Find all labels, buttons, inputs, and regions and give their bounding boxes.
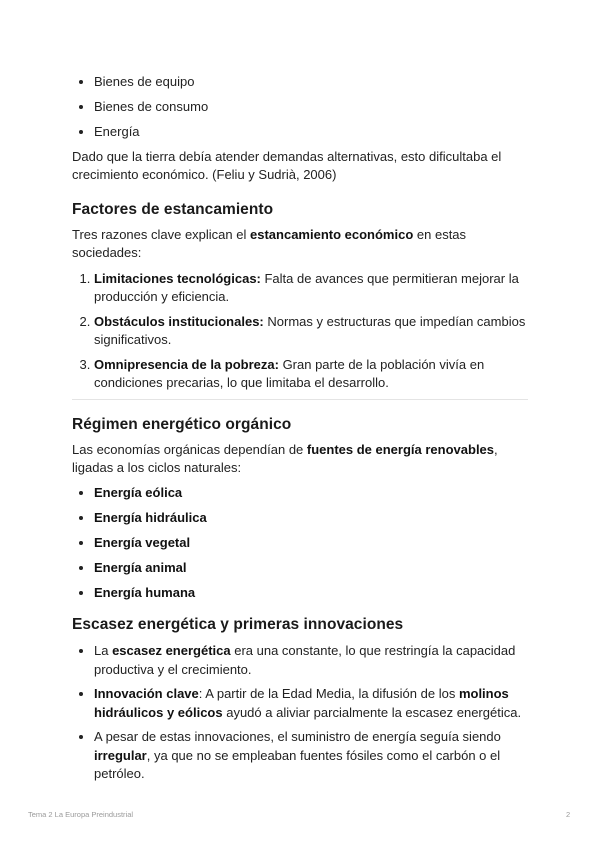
section-divider — [72, 399, 528, 400]
section1-lead — [72, 226, 530, 263]
factors-list — [72, 270, 530, 393]
lead-bold: fuentes de energía renovables — [306, 441, 495, 457]
item-bold: Energía humana — [94, 584, 196, 600]
list-item — [94, 270, 530, 307]
lead-text: Las economías orgánicas dependían de — [72, 441, 307, 457]
list-item — [94, 313, 530, 350]
item-bold: Energía vegetal — [94, 534, 191, 550]
item-bold: Omnipresencia de la pobreza: — [94, 356, 279, 372]
list-item — [94, 559, 530, 578]
item-text: A pesar de estas innovaciones, el suministro de energía seguía siendo — [94, 729, 501, 744]
list-item — [94, 685, 530, 722]
item-text: ayudó a aliviar parcialmente la escasez energética. — [222, 704, 522, 720]
item-bold: Energía eólica — [94, 484, 183, 500]
section-heading-regimen: Régimen energético orgánico — [72, 415, 292, 433]
item-text: Falta de avances que permitieran mejorar la producción y eficiencia. — [94, 270, 519, 304]
page-number: 2 — [566, 810, 571, 819]
item-text: , ya que no se empleaban fuentes fósiles como el carbón o el petróleo. — [94, 747, 501, 781]
item-bold: escasez energética — [112, 643, 231, 658]
item-text: Normas y estructuras que impedían cambios significativos. — [94, 313, 526, 347]
item-bold: Limitaciones tecnológicas: — [94, 270, 261, 286]
item-bold: Obstáculos institucionales: — [94, 313, 264, 329]
item-text: La — [94, 643, 113, 658]
list-item — [94, 728, 530, 784]
item-bold: molinos hidráulicos y eólicos — [94, 686, 509, 720]
list-item — [94, 534, 530, 553]
document-page — [72, 0, 530, 784]
item-text: era una constante, lo que restringía la capacidad productiva y el crecimiento. — [94, 643, 516, 677]
innovations-list — [72, 642, 530, 784]
list-item — [94, 484, 530, 503]
item-text: : A partir de la Edad Media, la difusión de los — [198, 686, 459, 701]
lead-text: en estas sociedades: — [72, 226, 467, 260]
energy-sources-list — [72, 484, 530, 603]
footer-title: Tema 2 La Europa Preindustrial — [28, 810, 134, 819]
lead-text: Tres razones clave explican el — [72, 226, 250, 242]
list-item — [94, 584, 530, 603]
lead-bold: estancamiento económico — [250, 226, 414, 242]
lead-text: , ligadas a los ciclos naturales: — [72, 441, 498, 475]
item-text: Gran parte de la población vivía en condiciones precarias, lo que limitaba el desarrollo. — [94, 356, 485, 390]
list-item — [94, 509, 530, 528]
section-heading-escasez: Escasez energética y primeras innovaciones — [72, 616, 404, 633]
item-bold: irregular — [94, 747, 147, 763]
section2-lead — [72, 441, 530, 478]
intro-paragraph: Dado que la tierra debía atender demandas alternativas, esto dificultaba el crecimiento económico. (Feliu y Sudrià, 2006) — [72, 148, 502, 182]
list-item: • Bienes de consumo — [94, 98, 530, 117]
list-item — [94, 356, 530, 393]
section-heading-factores: Factores de estancamiento — [72, 200, 274, 218]
list-item — [94, 642, 530, 679]
list-item: • Energía — [94, 123, 530, 142]
item-bold: Innovación clave — [94, 686, 199, 701]
item-bold: Energía animal — [94, 559, 187, 575]
list-item: • Bienes de equipo — [94, 73, 530, 92]
item-bold: Energía hidráulica — [94, 509, 207, 525]
intro-list — [72, 73, 530, 142]
